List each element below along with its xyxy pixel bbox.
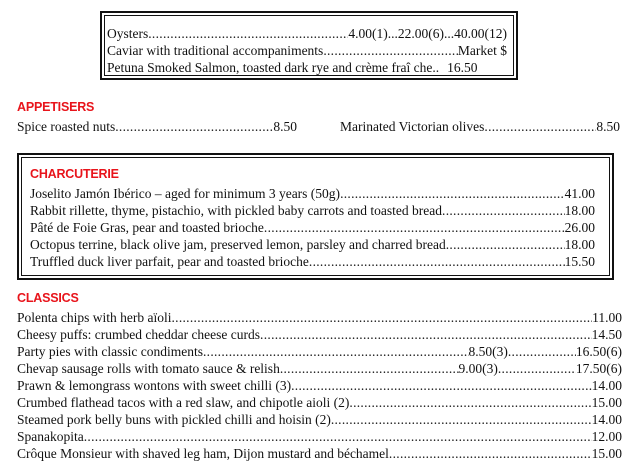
leader-dots <box>442 202 565 219</box>
item-price: 15.00 <box>591 395 622 410</box>
item-price: 8.50 <box>596 119 620 134</box>
item-price: 18.00 <box>564 237 595 252</box>
item-price-small: 9.00(3) <box>458 361 498 376</box>
menu-item-pate <box>30 219 595 236</box>
item-name: Crumbed flathead tacos with a red slaw, and chipotle aioli (2) <box>17 395 350 410</box>
menu-item-olives <box>340 118 620 135</box>
item-name: Polenta chips with herb aïoli <box>17 310 172 325</box>
menu-item-octopus <box>30 236 595 253</box>
leader-dots <box>291 377 592 394</box>
menu-item-jamon <box>30 185 595 202</box>
menu-item-croque <box>17 445 622 462</box>
leader-dots <box>331 411 592 428</box>
leader-dots <box>508 343 576 360</box>
item-name: Oysters <box>107 26 149 41</box>
item-price: 14.00 <box>591 378 622 393</box>
item-name: Spanakopita <box>17 429 84 444</box>
menu-item-salmon <box>107 59 507 76</box>
menu-item-tacos <box>17 394 622 411</box>
leader-dots <box>349 394 591 411</box>
item-name: Pâté de Foie Gras, pear and toasted brioche <box>30 220 264 235</box>
item-price: 4.00(1)...22.00(6)...40.00(12) <box>348 26 507 41</box>
item-name: Steamed pork belly buns with pickled chilli and hoisin (2) <box>17 412 331 427</box>
appetisers-heading: APPETISERS <box>17 100 95 114</box>
item-name: Party pies with classic condiments <box>17 344 203 359</box>
item-price: 41.00 <box>564 186 595 201</box>
leader-dots <box>323 42 458 59</box>
menu-item-party-pies <box>17 343 622 360</box>
item-price: 14.00 <box>591 412 622 427</box>
item-price: 12.00 <box>591 429 622 444</box>
item-price: 16.50 <box>447 60 478 75</box>
menu-item-nuts <box>17 118 297 135</box>
item-name: Chevap sausage rolls with tomato sauce & relish <box>17 361 280 376</box>
menu-item-parfait <box>30 253 595 270</box>
leader-dots <box>280 360 459 377</box>
menu-item-caviar <box>107 42 507 59</box>
item-price: 11.00 <box>592 310 622 325</box>
menu-item-polenta <box>17 309 622 326</box>
item-name: Crôque Monsieur with shaved leg ham, Dijon mustard and béchamel <box>17 446 389 461</box>
item-name: Caviar with traditional accompaniments <box>107 43 324 58</box>
leader-dots <box>84 428 592 445</box>
item-name: Marinated Victorian olives <box>340 119 485 134</box>
item-name: Petuna Smoked Salmon, toasted dark rye and crème fraî che.. <box>107 60 440 75</box>
menu-item-chevap <box>17 360 622 377</box>
leader-dots <box>446 236 565 253</box>
leader-dots <box>115 118 273 135</box>
item-name: Spice roasted nuts <box>17 119 116 134</box>
charcuterie-heading: CHARCUTERIE <box>30 167 119 181</box>
item-price: 26.00 <box>564 220 595 235</box>
item-name: Rabbit rillette, thyme, pistachio, with pickled baby carrots and toasted bread <box>30 203 443 218</box>
item-price: Market $ <box>457 43 507 58</box>
menu-item-wontons <box>17 377 622 394</box>
item-price: 8.50 <box>273 119 297 134</box>
leader-dots <box>264 219 565 236</box>
item-name: Joselito Jamón Ibérico – aged for minimum 3 years (50g) <box>30 186 341 201</box>
item-price: 17.50(6) <box>575 361 622 376</box>
menu-item-oysters <box>107 25 507 42</box>
leader-dots <box>340 185 565 202</box>
menu-item-rabbit <box>30 202 595 219</box>
menu-item-spanakopita <box>17 428 622 445</box>
leader-dots <box>498 360 576 377</box>
item-price: 14.50 <box>591 327 622 342</box>
item-price-small: 8.50(3) <box>468 344 508 359</box>
leader-dots <box>389 445 592 462</box>
menu-item-cheesy-puffs <box>17 326 622 343</box>
leader-dots <box>171 309 592 326</box>
item-name: Octopus terrine, black olive jam, preserved lemon, parsley and charred bread <box>30 237 446 252</box>
classics-heading: CLASSICS <box>17 291 79 305</box>
item-name: Cheesy puffs: crumbed cheddar cheese curds <box>17 327 261 342</box>
leader-dots <box>260 326 592 343</box>
leader-dots <box>484 118 596 135</box>
item-price: 15.50 <box>564 254 595 269</box>
leader-dots <box>148 25 348 42</box>
leader-dots <box>203 343 469 360</box>
item-price: 15.00 <box>591 446 622 461</box>
menu-item-pork-buns <box>17 411 622 428</box>
item-price: 16.50(6) <box>575 344 622 359</box>
item-name: Prawn & lemongrass wontons with sweet chilli (3) <box>17 378 292 393</box>
item-name: Truffled duck liver parfait, pear and toasted brioche <box>30 254 309 269</box>
leader-dots <box>309 253 565 270</box>
item-price: 18.00 <box>564 203 595 218</box>
